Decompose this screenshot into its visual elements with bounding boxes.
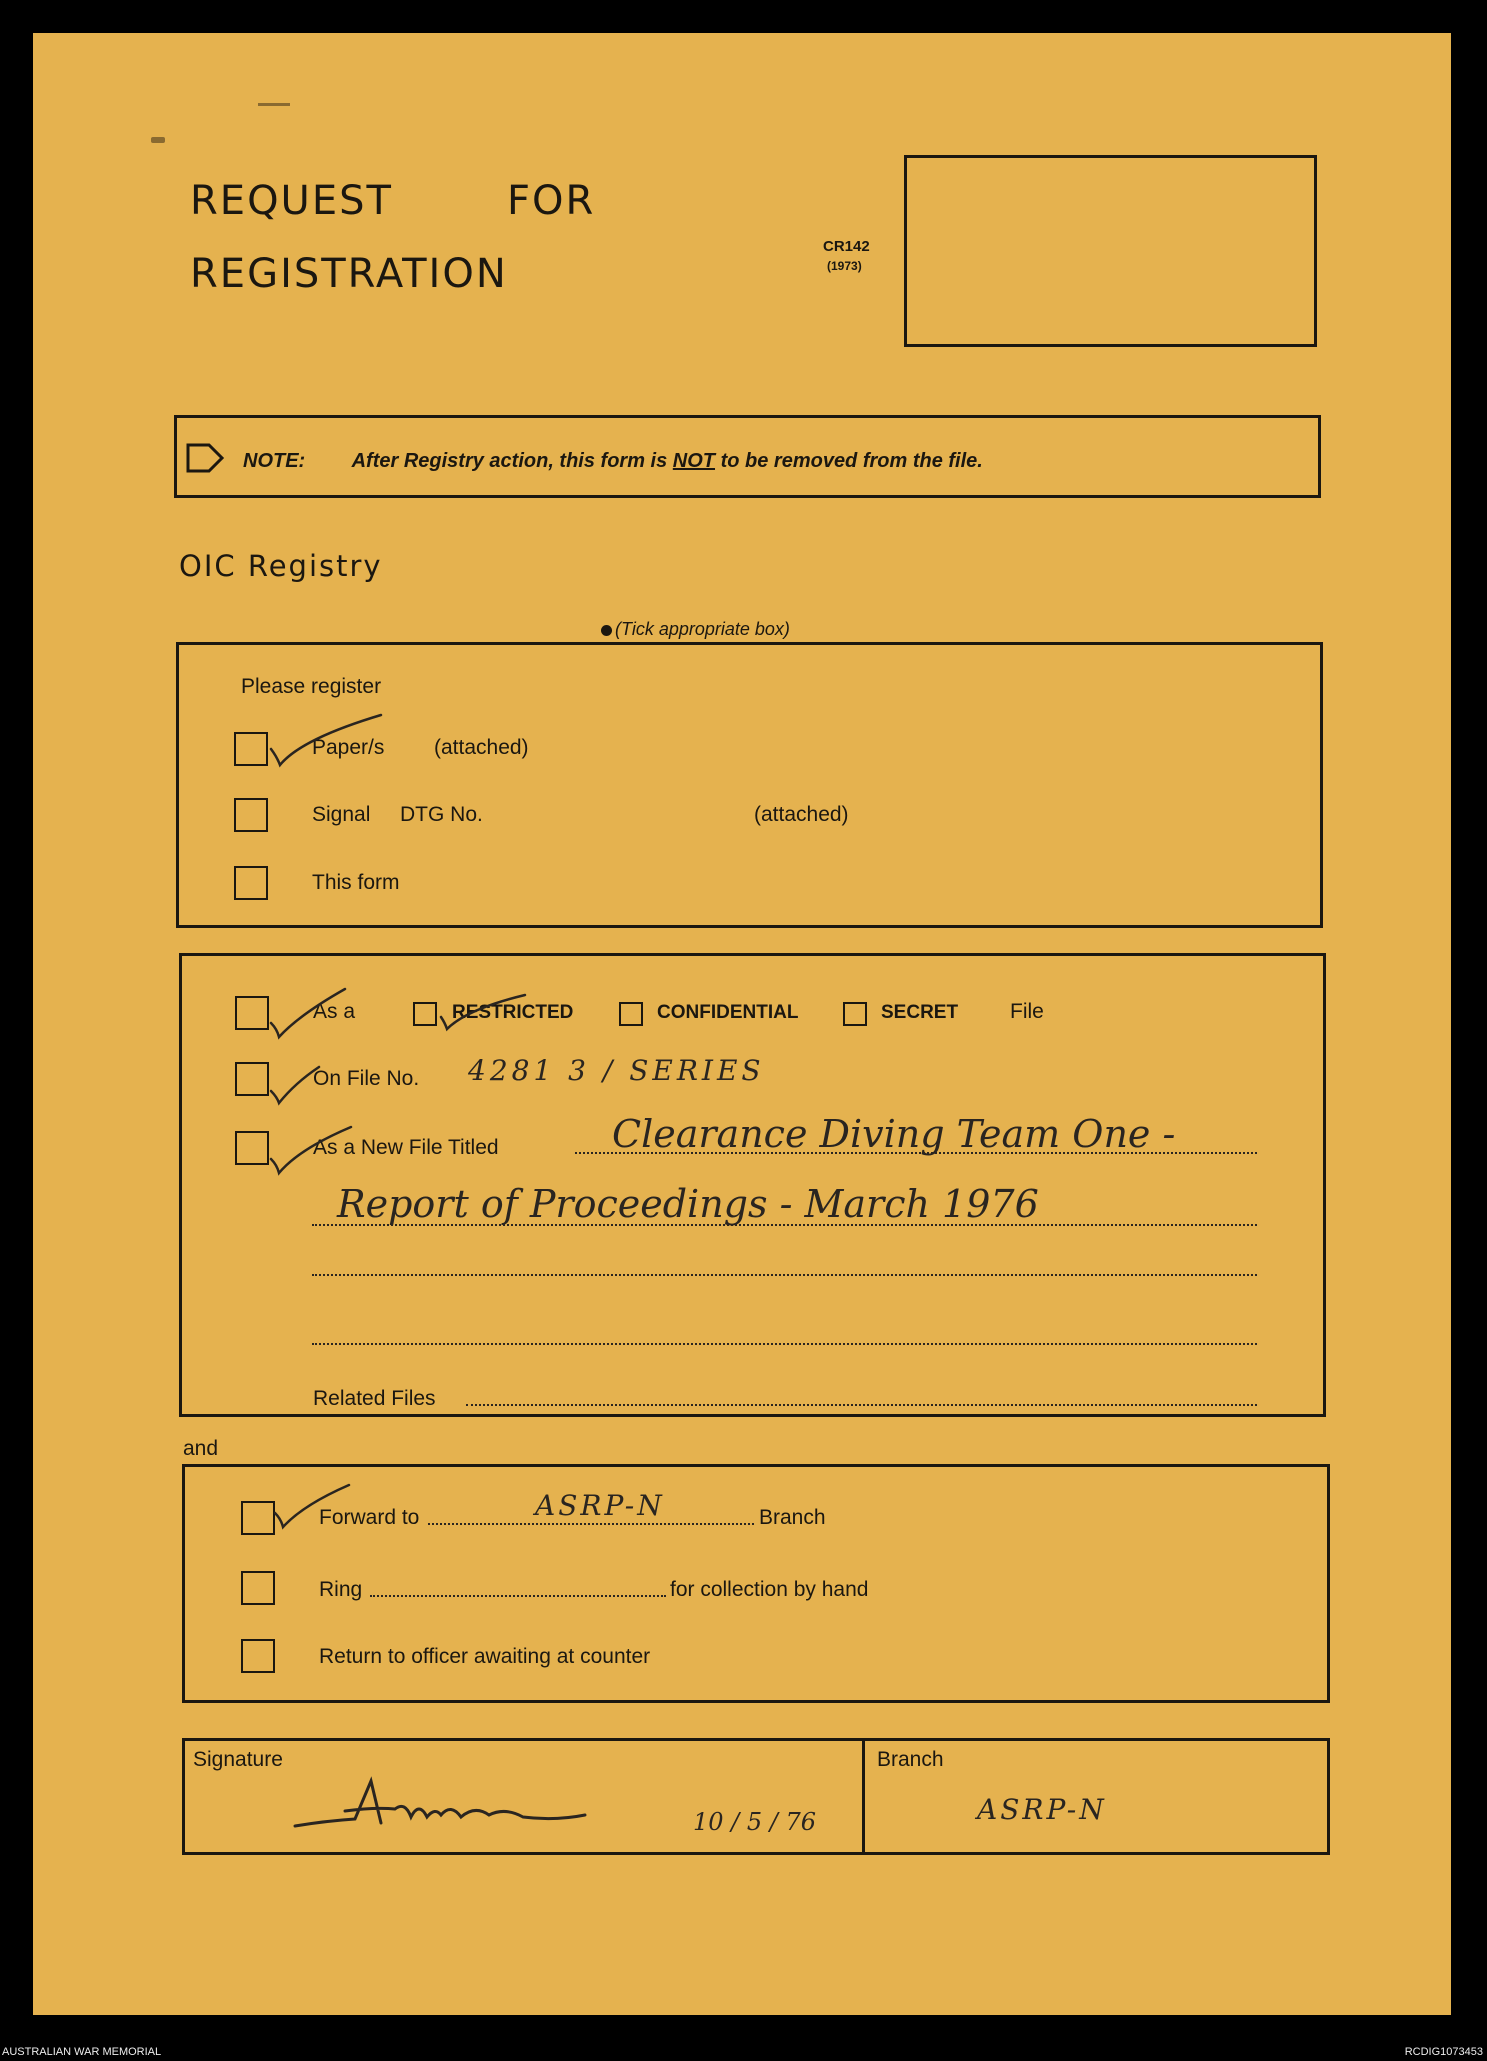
ring-suffix: for collection by hand <box>670 1578 869 1601</box>
related-files-line[interactable] <box>466 1404 1257 1406</box>
forward-line <box>428 1523 754 1525</box>
note-text-after: to be removed from the file. <box>720 450 983 472</box>
tick-hint-text: (Tick appropriate box) <box>615 619 790 639</box>
branch-value[interactable]: ASRP-N <box>977 1793 1107 1826</box>
ring-line[interactable] <box>370 1595 666 1597</box>
papers-label: Paper/s <box>312 736 385 759</box>
confidential-checkbox[interactable] <box>619 1002 643 1026</box>
handwritten-tick-icon <box>259 985 379 1061</box>
new-file-title-line-3 <box>312 1274 1257 1276</box>
branch-label: Branch <box>877 1748 944 1771</box>
signature-label: Signature <box>193 1748 283 1771</box>
dtg-label: DTG No. <box>400 803 483 826</box>
form-title-request: REQUEST <box>190 178 393 224</box>
secret-checkbox[interactable] <box>843 1002 867 1026</box>
staple-mark <box>151 137 165 143</box>
register-heading: Please register <box>241 675 382 698</box>
handwritten-tick-icon <box>259 1053 339 1123</box>
handwritten-tick-icon <box>259 1119 379 1195</box>
papers-attached: (attached) <box>434 736 529 759</box>
and-label: and <box>183 1437 219 1460</box>
this-form-checkbox[interactable] <box>234 866 268 900</box>
footer-left: AUSTRALIAN WAR MEMORIAL <box>2 2046 162 2058</box>
ring-label: Ring <box>319 1578 363 1601</box>
form-code: CR142 <box>823 238 870 255</box>
registry-stamp-box <box>904 155 1317 347</box>
new-file-title-value-2[interactable]: Report of Proceedings - March 1976 <box>337 1182 1039 1226</box>
signal-attached: (attached) <box>754 803 849 826</box>
return-label: Return to officer awaiting at counter <box>319 1645 651 1668</box>
restricted-label: RESTRICTED <box>452 1002 574 1023</box>
as-a-label: As a <box>313 1000 356 1023</box>
handwritten-tick-icon <box>427 991 537 1051</box>
handwritten-tick-icon <box>263 1479 383 1549</box>
note-text-before: After Registry action, this form is <box>351 450 668 472</box>
return-checkbox[interactable] <box>241 1639 275 1673</box>
file-label: File <box>1010 1000 1044 1023</box>
signal-label: Signal <box>312 803 371 826</box>
on-file-label: On File No. <box>313 1067 420 1090</box>
form-title-for: FOR <box>507 178 596 224</box>
note-text <box>243 450 983 473</box>
confidential-label: CONFIDENTIAL <box>657 1002 799 1023</box>
signature-divider <box>862 1741 865 1852</box>
signal-checkbox[interactable] <box>234 798 268 832</box>
this-form-label: This form <box>312 871 400 894</box>
new-file-title-value-1[interactable]: Clearance Diving Team One - <box>612 1112 1176 1156</box>
forward-branch-label: Branch <box>759 1506 826 1529</box>
ring-checkbox[interactable] <box>241 1571 275 1605</box>
signature-box <box>182 1738 1330 1855</box>
form-sheet <box>33 33 1451 2015</box>
secret-label: SECRET <box>881 1002 959 1023</box>
new-file-title-line-4 <box>312 1343 1257 1345</box>
form-title-registration: REGISTRATION <box>190 251 508 297</box>
forward-value[interactable]: ASRP-N <box>535 1489 665 1522</box>
handwritten-signature <box>285 1771 605 1846</box>
handwritten-tick-icon <box>261 709 401 789</box>
note-box <box>174 415 1321 498</box>
note-label: NOTE: <box>243 450 306 472</box>
note-emphasis: NOT <box>672 450 716 472</box>
signature-date[interactable]: 10 / 5 / 76 <box>693 1808 817 1836</box>
addressee: OIC Registry <box>179 549 383 583</box>
related-files-label: Related Files <box>313 1387 436 1410</box>
staple-mark <box>258 103 290 106</box>
forward-label: Forward to <box>319 1506 420 1529</box>
form-year: (1973) <box>827 259 862 273</box>
tick-hint <box>601 619 790 640</box>
new-file-label: As a New File Titled <box>313 1136 499 1159</box>
on-file-value[interactable]: 4281 3 / SERIES <box>468 1054 765 1087</box>
footer-right: RCDIG1073453 <box>1404 2046 1483 2058</box>
arrow-pointer-icon <box>185 442 225 474</box>
bullet-icon <box>601 625 612 636</box>
